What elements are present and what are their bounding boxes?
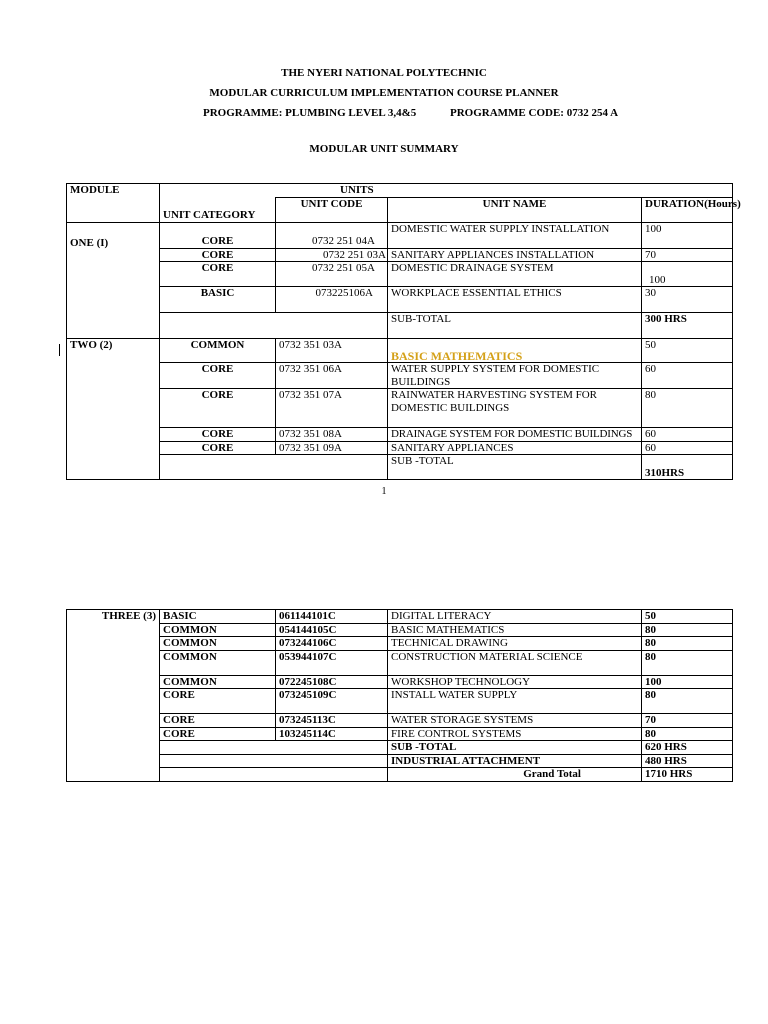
duration-header: DURATION(Hours) (642, 197, 733, 222)
unit-duration: 80 (642, 689, 733, 714)
module-label: THREE (3) (67, 610, 160, 782)
unit-name: DRAINAGE SYSTEM FOR DOMESTIC BUILDINGS (388, 428, 642, 442)
unit-category: COMMON (160, 650, 276, 675)
institution-title: THE NYERI NATIONAL POLYTECHNIC (281, 67, 487, 79)
table-row (67, 248, 733, 262)
unit-category: CORE (160, 262, 276, 287)
unit-duration: 80 (642, 623, 733, 637)
unit-duration: 80 (642, 650, 733, 675)
unit-code: 053944107C (276, 650, 388, 675)
unit-duration: 100 (642, 675, 733, 689)
grand-total-value: 1710 HRS (642, 768, 733, 782)
unit-code: 073244106C (276, 637, 388, 651)
unit-summary-table-2 (66, 609, 733, 782)
unit-code: 072245108C (276, 675, 388, 689)
unit-category: BASIC (160, 610, 276, 624)
unit-code: 0732 251 04A (276, 222, 388, 248)
grand-total-row (67, 768, 733, 782)
unit-category: COMMON (160, 675, 276, 689)
table-row (67, 339, 733, 363)
unit-category: CORE (160, 363, 276, 389)
unit-duration: 30 (642, 287, 733, 313)
unit-name: SANITARY APPLIANCES (388, 441, 642, 455)
unit-name: WATER STORAGE SYSTEMS (388, 714, 642, 728)
table-row (67, 287, 733, 313)
unit-duration: 60 (642, 428, 733, 442)
unit-duration: 100 (642, 262, 733, 287)
units-header: UNITS (160, 184, 733, 198)
unit-code: 073245109C (276, 689, 388, 714)
table-row (67, 637, 733, 651)
unit-category-header: UNIT CATEGORY (160, 197, 276, 222)
module-header: MODULE (67, 184, 160, 223)
unit-name: TECHNICAL DRAWING (388, 637, 642, 651)
table-row (67, 650, 733, 675)
unit-name: FIRE CONTROL SYSTEMS (388, 727, 642, 741)
unit-duration: 80 (642, 637, 733, 651)
subtotal-value: 620 HRS (642, 741, 733, 755)
unit-category: CORE (160, 689, 276, 714)
unit-code: 0732 351 03A (276, 339, 388, 363)
unit-code: 0732 251 05A (276, 262, 388, 287)
unit-category: CORE (160, 248, 276, 262)
unit-name: INSTALL WATER SUPPLY (388, 689, 642, 714)
unit-category: COMMON (160, 623, 276, 637)
table-row (67, 428, 733, 442)
unit-name: CONSTRUCTION MATERIAL SCIENCE (388, 650, 642, 675)
unit-duration: 70 (642, 714, 733, 728)
unit-code: 0732 351 09A (276, 441, 388, 455)
unit-code: 0732 351 07A (276, 389, 388, 428)
programme-code: PROGRAMME CODE: 0732 254 A (450, 107, 619, 119)
unit-duration: 60 (642, 441, 733, 455)
planner-title: MODULAR CURRICULUM IMPLEMENTATION COURSE PLANNER (209, 87, 559, 99)
table-row (67, 222, 733, 248)
module-label: TWO (2) (67, 339, 160, 480)
subtotal-label: SUB-TOTAL (388, 313, 642, 339)
subtotal-value: 310HRS (642, 455, 733, 480)
table-row (67, 689, 733, 714)
unit-code: 073245113C (276, 714, 388, 728)
unit-name: WORKSHOP TECHNOLOGY (388, 675, 642, 689)
unit-code-header: UNIT CODE (276, 197, 388, 222)
grand-total-label: Grand Total (388, 768, 642, 782)
unit-code: 0732 351 06A (276, 363, 388, 389)
table-row (67, 441, 733, 455)
attachment-value: 480 HRS (642, 754, 733, 768)
text-cursor (59, 344, 60, 356)
unit-name: DOMESTIC DRAINAGE SYSTEM (388, 262, 642, 287)
table-row (67, 262, 733, 287)
unit-category: CORE (160, 222, 276, 248)
unit-duration: 70 (642, 248, 733, 262)
unit-category: COMMON (160, 339, 276, 363)
subtotal-row (67, 313, 733, 339)
unit-duration: 80 (642, 389, 733, 428)
subtotal-row (67, 741, 733, 755)
unit-name: DOMESTIC WATER SUPPLY INSTALLATION (388, 222, 642, 248)
unit-code: 073225106A (276, 287, 388, 313)
unit-name: WATER SUPPLY SYSTEM FOR DOMESTIC BUILDINGS (388, 363, 642, 389)
table-row (67, 389, 733, 428)
module-label: ONE (I) (67, 222, 160, 339)
unit-duration: 60 (642, 363, 733, 389)
unit-category: CORE (160, 727, 276, 741)
unit-code: 0732 251 03A (276, 248, 388, 262)
unit-code: 054144105C (276, 623, 388, 637)
summary-title: MODULAR UNIT SUMMARY (309, 143, 459, 155)
table-row (67, 675, 733, 689)
unit-code: 103245114C (276, 727, 388, 741)
unit-summary-table-1 (66, 183, 741, 480)
unit-name: BASIC MATHEMATICS (388, 623, 642, 637)
unit-name: WORKPLACE ESSENTIAL ETHICS (388, 287, 642, 313)
attachment-label: INDUSTRIAL ATTACHMENT (388, 754, 642, 768)
unit-name: RAINWATER HARVESTING SYSTEM FOR DOMESTIC BUILDINGS (388, 389, 642, 428)
unit-name: SANITARY APPLIANCES INSTALLATION (388, 248, 642, 262)
table-row (67, 714, 733, 728)
table-row (67, 727, 733, 741)
unit-duration: 100 (642, 222, 733, 248)
table-row (67, 623, 733, 637)
attachment-row (67, 754, 733, 768)
unit-category: CORE (160, 389, 276, 428)
unit-category: CORE (160, 428, 276, 442)
unit-category: COMMON (160, 637, 276, 651)
unit-name-header: UNIT NAME (388, 197, 642, 222)
unit-name: DIGITAL LITERACY (388, 610, 642, 624)
unit-duration: 50 (642, 339, 733, 363)
subtotal-row (67, 455, 733, 480)
unit-category: CORE (160, 441, 276, 455)
unit-code: 061144101C (276, 610, 388, 624)
programme-name: PROGRAMME: PLUMBING LEVEL 3,4&5 (203, 107, 417, 119)
table-row (67, 363, 733, 389)
unit-code: 0732 351 08A (276, 428, 388, 442)
unit-duration: 80 (642, 727, 733, 741)
subtotal-label: SUB -TOTAL (388, 741, 642, 755)
subtotal-value: 300 HRS (642, 313, 733, 339)
page-number: 1 (381, 486, 387, 497)
subtotal-label: SUB -TOTAL (388, 455, 642, 480)
unit-name: BASIC MATHEMATICS (388, 339, 642, 363)
table-row (67, 610, 733, 624)
unit-category: CORE (160, 714, 276, 728)
unit-duration: 50 (642, 610, 733, 624)
unit-category: BASIC (160, 287, 276, 313)
